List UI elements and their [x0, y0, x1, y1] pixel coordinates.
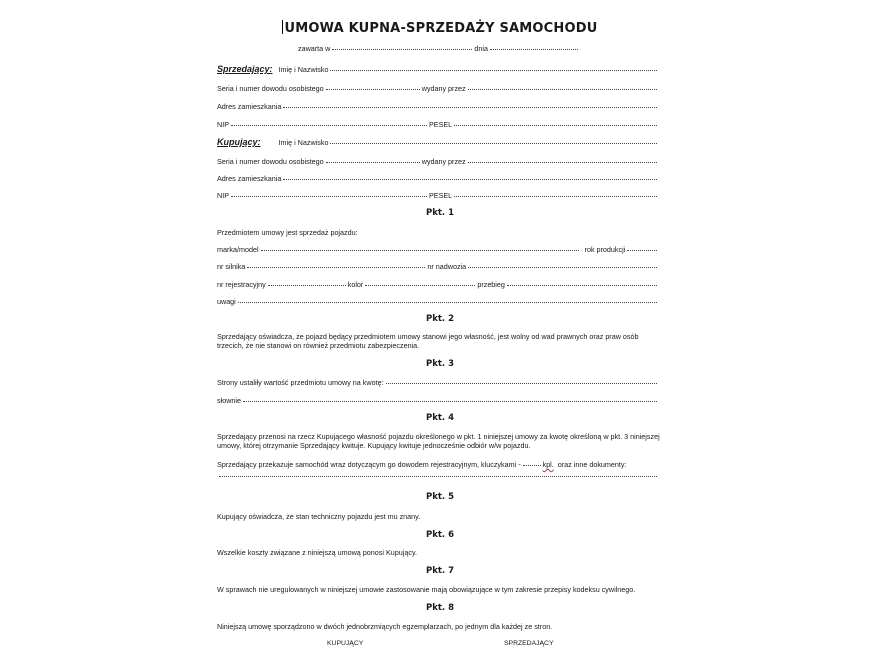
- seller-name-label: Imię i Nazwisko: [278, 65, 329, 74]
- price-words-label: słownie: [217, 396, 241, 405]
- buyer-name-label: Imię i Nazwisko: [278, 138, 329, 147]
- seller-signature-label: SPRZEDAJĄCY: [504, 640, 554, 647]
- pkt8-text: Niniejszą umowę sporządzono w dwóch jednobrzmiących egzemplarzach, po jednym dla każdej ze stron.: [217, 622, 553, 631]
- buyer-id-row: [217, 157, 659, 166]
- buyer-id-field[interactable]: [326, 161, 420, 163]
- documents-prefix: Sprzedający przekazuje samochód wraz dotyczącym go dowodem rejestracyjnym, kluczykami -: [217, 460, 521, 469]
- color-field[interactable]: [365, 284, 475, 286]
- chassis-field[interactable]: [468, 266, 657, 268]
- price-field[interactable]: [386, 382, 657, 384]
- year-label: rok produkcji: [584, 245, 626, 254]
- notes-label: uwagi: [217, 297, 236, 306]
- engine-label: nr silnika: [217, 262, 246, 271]
- registration-label: nr rejestracyjny: [217, 280, 266, 289]
- notes-field[interactable]: [238, 301, 657, 303]
- buyer-address-row: [217, 174, 659, 183]
- buyer-nip-field[interactable]: [231, 195, 427, 197]
- documents-list-field[interactable]: [219, 475, 657, 477]
- keys-unit: kpl.: [542, 460, 554, 469]
- vehicle-make-row: [217, 245, 659, 254]
- documents-suffix: oraz inne dokumenty:: [557, 460, 627, 469]
- pkt3-heading: Pkt. 3: [425, 359, 455, 369]
- pkt7-text: W sprawach nie uregulowanych w niniejszej umowie zastosowanie mają obowiązujące w tym zakresie przepisy kodeksu cywilnego.: [217, 585, 636, 594]
- seller-id-label: Seria i numer dowodu osobistego: [217, 84, 324, 93]
- buyer-nip-row: [217, 191, 659, 200]
- pkt2-text: Sprzedający oświadcza, że pojazd będący przedmiotem umowy stanowi jego własność, jest wolny od wad prawnych oraz praw osób trzecich, że nie stanowi on również przedmiotu zabezpieczenia.: [217, 332, 639, 350]
- date-field[interactable]: [490, 48, 578, 50]
- price-row: [217, 378, 659, 387]
- buyer-id-label: Seria i numer dowodu osobistego: [217, 157, 324, 166]
- seller-issued-label: wydany przez: [421, 84, 466, 93]
- documents-row: [217, 460, 659, 469]
- buyer-signature-label: KUPUJĄCY: [327, 640, 364, 647]
- pkt6-heading: Pkt. 6: [425, 530, 455, 540]
- pkt4-heading: Pkt. 4: [425, 413, 455, 423]
- seller-nip-field[interactable]: [231, 124, 427, 126]
- place-field[interactable]: [332, 48, 472, 50]
- buyer-name-row: [217, 137, 659, 147]
- place-label: zawarta w: [298, 44, 331, 53]
- seller-nip-label: NIP: [217, 120, 229, 129]
- documents-list-row: [217, 476, 659, 478]
- pkt2-heading: Pkt. 2: [425, 314, 455, 324]
- pkt1-heading: Pkt. 1: [425, 208, 455, 218]
- keys-count-field[interactable]: [523, 464, 541, 466]
- pkt5-heading: Pkt. 5: [425, 492, 455, 502]
- buyer-address-field[interactable]: [283, 178, 657, 180]
- buyer-issued-label: wydany przez: [421, 157, 466, 166]
- price-words-row: [217, 396, 659, 405]
- make-field[interactable]: [261, 249, 579, 251]
- price-words-field[interactable]: [243, 400, 657, 402]
- pkt8-heading: Pkt. 8: [425, 603, 455, 613]
- buyer-issued-field[interactable]: [468, 161, 657, 163]
- pkt4-text: Sprzedający przenosi na rzecz Kupującego własność pojazdu określonego w pkt. 1 niniejszej umowy za kwotę określoną w pkt. 3 niniejszej umowy, której otrzymanie Sprzedający kwituje. Kupujący kwituje jednocześnie odbiór w/w pojazdu.: [217, 432, 660, 450]
- chassis-label: nr nadwozia: [427, 262, 467, 271]
- seller-pesel-field[interactable]: [454, 124, 657, 126]
- engine-field[interactable]: [247, 266, 425, 268]
- color-label: kolor: [347, 280, 364, 289]
- seller-id-field[interactable]: [326, 88, 420, 90]
- price-label: Strony ustaliły wartość przedmiotu umowy na kwotę:: [217, 378, 384, 387]
- document-title: [0, 20, 880, 36]
- seller-issued-field[interactable]: [468, 88, 657, 90]
- notes-row: [217, 297, 659, 306]
- mileage-field[interactable]: [507, 284, 657, 286]
- seller-nip-row: [217, 120, 659, 129]
- make-label: marka/model: [217, 245, 259, 254]
- year-field[interactable]: [627, 249, 657, 251]
- mileage-label: przebieg: [477, 280, 505, 289]
- seller-pesel-label: PESEL: [428, 120, 453, 129]
- seller-heading: Sprzedający:: [217, 64, 273, 74]
- date-label: dnia: [474, 44, 488, 53]
- seller-address-field[interactable]: [283, 106, 657, 108]
- buyer-pesel-field[interactable]: [454, 195, 657, 197]
- pkt7-heading: Pkt. 7: [425, 566, 455, 576]
- seller-name-row: [217, 64, 659, 74]
- contract-place-date-line: [298, 44, 580, 53]
- engine-row: [217, 262, 659, 271]
- seller-id-row: [217, 84, 659, 93]
- pkt6-text: Wszelkie koszty związane z niniejszą umową ponosi Kupujący.: [217, 548, 418, 557]
- registration-field[interactable]: [268, 284, 346, 286]
- pkt5-text: Kupujący oświadcza, że stan techniczny pojazdu jest mu znany.: [217, 512, 421, 521]
- seller-name-field[interactable]: [330, 69, 657, 71]
- pkt1-intro: Przedmiotem umowy jest sprzedaż pojazdu:: [217, 228, 358, 237]
- seller-address-label: Adres zamieszkania: [217, 102, 282, 111]
- buyer-heading: Kupujący:: [217, 137, 261, 147]
- title-text: UMOWA KUPNA-SPRZEDAŻY SAMOCHODU: [284, 21, 598, 36]
- buyer-address-label: Adres zamieszkania: [217, 174, 282, 183]
- seller-address-row: [217, 102, 659, 111]
- buyer-pesel-label: PESEL: [428, 191, 453, 200]
- registration-row: [217, 280, 659, 289]
- buyer-nip-label: NIP: [217, 191, 229, 200]
- buyer-name-field[interactable]: [330, 142, 657, 144]
